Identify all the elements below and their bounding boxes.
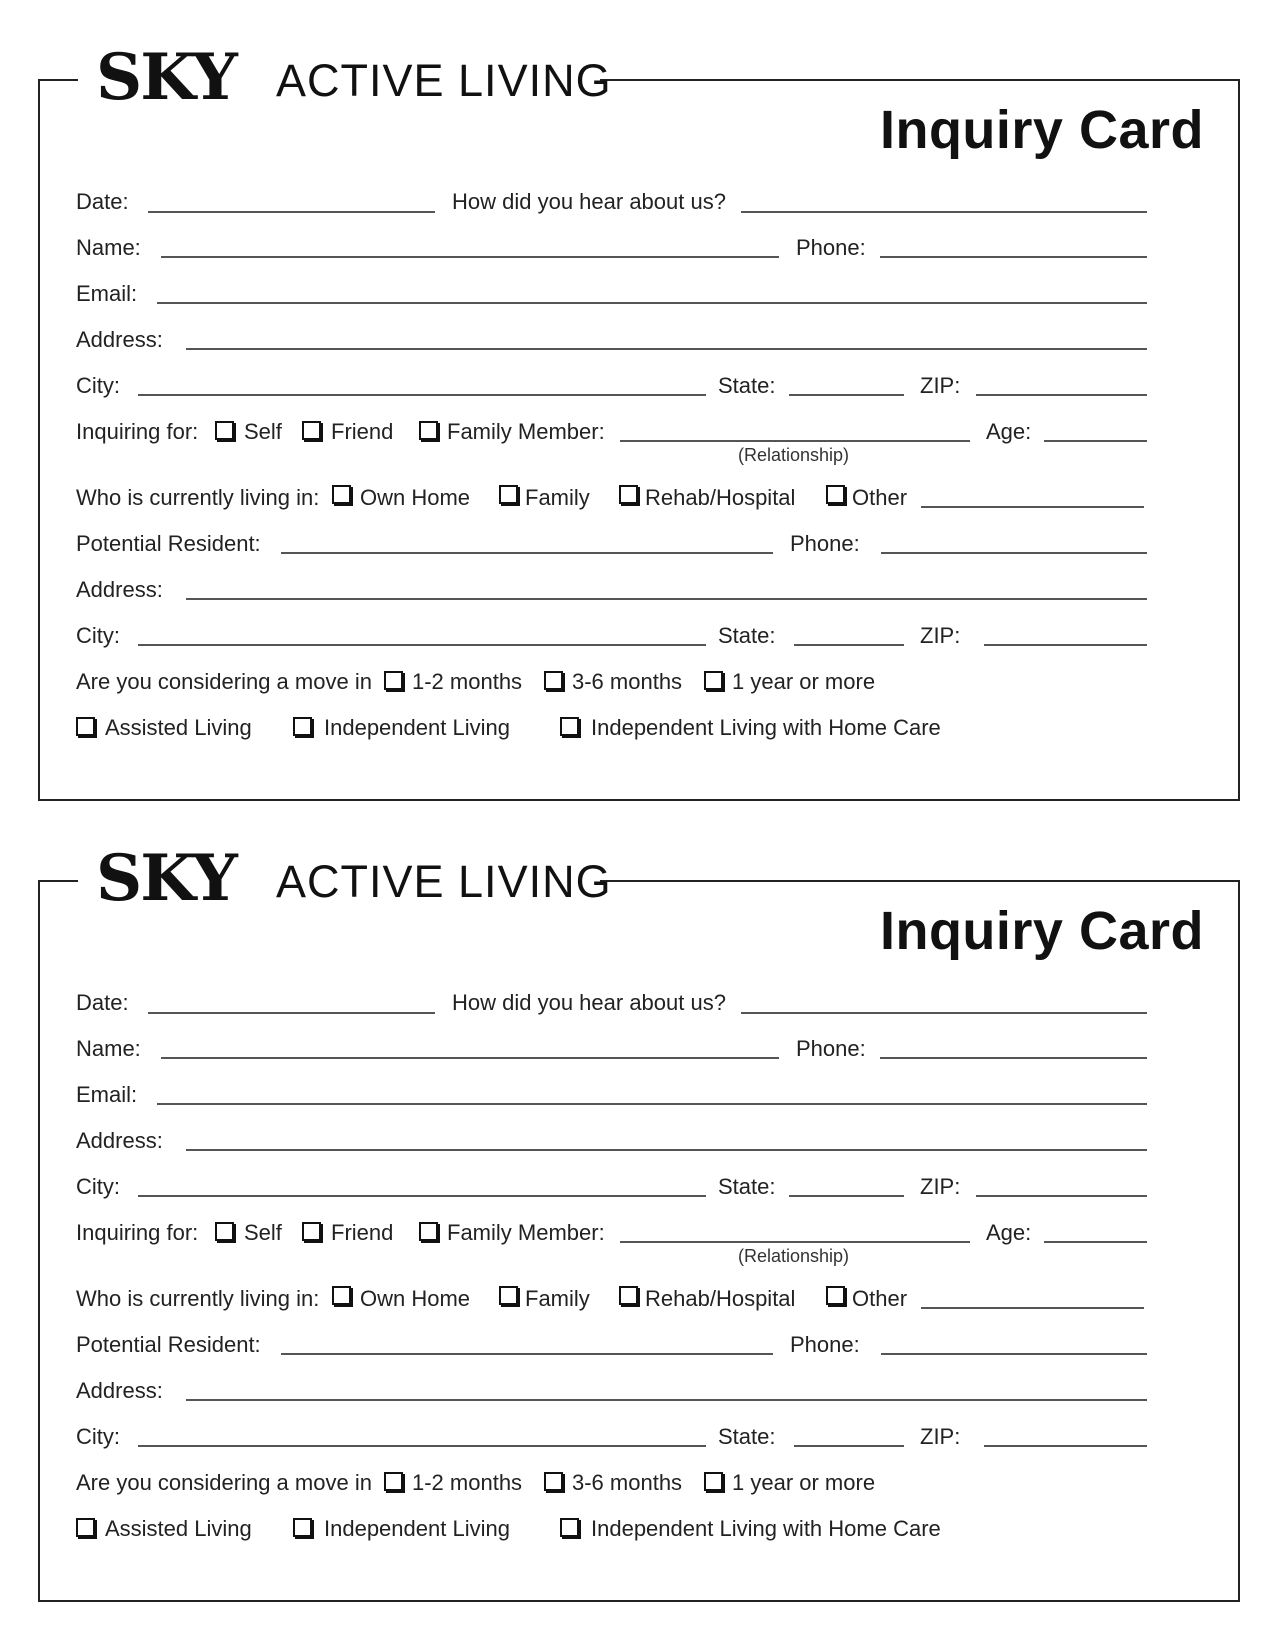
resident-zip-line[interactable] bbox=[984, 1445, 1147, 1447]
resident-state-label: State: bbox=[718, 623, 776, 648]
address-label: Address: bbox=[76, 1128, 163, 1153]
resident-city-line[interactable] bbox=[138, 644, 706, 646]
resident-address-label: Address: bbox=[76, 1378, 163, 1403]
relationship-line[interactable] bbox=[620, 1241, 970, 1243]
card-title: Inquiry Card bbox=[879, 100, 1204, 160]
own-home-option-label: Own Home bbox=[360, 485, 471, 510]
other-checkbox[interactable] bbox=[826, 485, 845, 504]
move-1-2-months-label: 1-2 months bbox=[412, 1470, 523, 1495]
zip-label: ZIP: bbox=[920, 1174, 961, 1199]
resident-state-line[interactable] bbox=[794, 1445, 904, 1447]
self-option-label: Self bbox=[244, 1220, 282, 1245]
move-3-6-months-label: 3-6 months bbox=[572, 1470, 683, 1495]
resident-city-line[interactable] bbox=[138, 1445, 706, 1447]
hear-about-label: How did you hear about us? bbox=[452, 990, 726, 1015]
independent-living-label: Independent Living bbox=[324, 715, 510, 740]
rehab-option-label: Rehab/Hospital bbox=[645, 485, 796, 510]
resident-zip-label: ZIP: bbox=[920, 623, 961, 648]
date-label: Date: bbox=[76, 189, 129, 214]
age-line[interactable] bbox=[1044, 440, 1147, 442]
own-home-checkbox[interactable] bbox=[332, 1286, 351, 1305]
inquiring-for-label: Inquiring for: bbox=[76, 419, 199, 444]
potential-resident-line[interactable] bbox=[281, 1353, 773, 1355]
move-timeframe-label: Are you considering a move in bbox=[76, 1470, 372, 1495]
self-option-label: Self bbox=[244, 419, 282, 444]
move-1-2-months-checkbox[interactable] bbox=[384, 671, 403, 690]
move-1-year-checkbox[interactable] bbox=[704, 671, 723, 690]
family-checkbox[interactable] bbox=[499, 1286, 518, 1305]
age-label: Age: bbox=[986, 419, 1032, 444]
rehab-option-label: Rehab/Hospital bbox=[645, 1286, 796, 1311]
hear-about-label: How did you hear about us? bbox=[452, 189, 726, 214]
resident-phone-line[interactable] bbox=[881, 552, 1147, 554]
move-3-6-months-label: 3-6 months bbox=[572, 669, 683, 694]
email-label: Email: bbox=[76, 281, 138, 306]
date-label: Date: bbox=[76, 990, 129, 1015]
phone-label: Phone: bbox=[796, 235, 866, 260]
inquiring-for-label: Inquiring for: bbox=[76, 1220, 199, 1245]
living-in-label: Who is currently living in: bbox=[76, 485, 320, 510]
age-label: Age: bbox=[986, 1220, 1032, 1245]
own-home-option-label: Own Home bbox=[360, 1286, 471, 1311]
family-member-label: Family Member: bbox=[447, 419, 605, 444]
name-label: Name: bbox=[76, 235, 141, 260]
family-member-checkbox[interactable] bbox=[419, 421, 438, 440]
date-line[interactable] bbox=[148, 1012, 435, 1014]
date-line[interactable] bbox=[148, 211, 435, 213]
state-label: State: bbox=[718, 1174, 776, 1199]
state-line[interactable] bbox=[789, 394, 904, 396]
zip-line[interactable] bbox=[976, 1195, 1147, 1197]
independent-home-care-label: Independent Living with Home Care bbox=[591, 1516, 941, 1541]
resident-phone-label: Phone: bbox=[790, 1332, 860, 1357]
assisted-living-checkbox[interactable] bbox=[76, 717, 95, 736]
living-in-label: Who is currently living in: bbox=[76, 1286, 320, 1311]
name-line[interactable] bbox=[161, 1057, 779, 1059]
friend-checkbox[interactable] bbox=[302, 1222, 321, 1241]
logo bbox=[78, 33, 612, 123]
own-home-checkbox[interactable] bbox=[332, 485, 351, 504]
phone-line[interactable] bbox=[880, 1057, 1147, 1059]
email-line[interactable] bbox=[157, 302, 1147, 304]
family-member-checkbox[interactable] bbox=[419, 1222, 438, 1241]
independent-living-checkbox[interactable] bbox=[293, 1518, 312, 1537]
move-3-6-months-checkbox[interactable] bbox=[544, 1472, 563, 1491]
relationship-caption: (Relationship) bbox=[738, 445, 850, 465]
hear-line[interactable] bbox=[741, 1012, 1147, 1014]
other-option-label: Other bbox=[852, 485, 908, 510]
relationship-line[interactable] bbox=[620, 440, 970, 442]
independent-home-care-checkbox[interactable] bbox=[560, 717, 579, 736]
logo-active-living-text: ACTIVE LIVING bbox=[276, 856, 612, 907]
state-label: State: bbox=[718, 373, 776, 398]
phone-label: Phone: bbox=[796, 1036, 866, 1061]
inquiry-card-2 bbox=[38, 841, 1240, 1602]
move-1-year-label: 1 year or more bbox=[732, 669, 876, 694]
phone-line[interactable] bbox=[880, 256, 1147, 258]
zip-label: ZIP: bbox=[920, 373, 961, 398]
resident-city-label: City: bbox=[76, 623, 120, 648]
resident-zip-line[interactable] bbox=[984, 644, 1147, 646]
name-label: Name: bbox=[76, 1036, 141, 1061]
logo-sky-wordmark: SKY bbox=[96, 40, 236, 115]
resident-state-label: State: bbox=[718, 1424, 776, 1449]
other-checkbox[interactable] bbox=[826, 1286, 845, 1305]
family-checkbox[interactable] bbox=[499, 485, 518, 504]
resident-phone-line[interactable] bbox=[881, 1353, 1147, 1355]
card-title: Inquiry Card bbox=[879, 901, 1204, 961]
friend-option-label: Friend bbox=[331, 1220, 394, 1245]
resident-phone-label: Phone: bbox=[790, 531, 860, 556]
resident-state-line[interactable] bbox=[794, 644, 904, 646]
rehab-checkbox[interactable] bbox=[619, 485, 638, 504]
email-label: Email: bbox=[76, 1082, 138, 1107]
email-line[interactable] bbox=[157, 1103, 1147, 1105]
move-1-year-checkbox[interactable] bbox=[704, 1472, 723, 1491]
other-line[interactable] bbox=[921, 506, 1144, 508]
potential-resident-label: Potential Resident: bbox=[76, 1332, 261, 1357]
zip-line[interactable] bbox=[976, 394, 1147, 396]
hear-line[interactable] bbox=[741, 211, 1147, 213]
logo-active-living-text: ACTIVE LIVING bbox=[276, 55, 612, 106]
move-3-6-months-checkbox[interactable] bbox=[544, 671, 563, 690]
move-timeframe-label: Are you considering a move in bbox=[76, 669, 372, 694]
inquiry-card-1 bbox=[38, 40, 1240, 801]
potential-resident-label: Potential Resident: bbox=[76, 531, 261, 556]
name-line[interactable] bbox=[161, 256, 779, 258]
city-line[interactable] bbox=[138, 394, 706, 396]
independent-living-checkbox[interactable] bbox=[293, 717, 312, 736]
assisted-living-label: Assisted Living bbox=[105, 715, 252, 740]
independent-living-label: Independent Living bbox=[324, 1516, 510, 1541]
city-line[interactable] bbox=[138, 1195, 706, 1197]
address-label: Address: bbox=[76, 327, 163, 352]
resident-city-label: City: bbox=[76, 1424, 120, 1449]
friend-option-label: Friend bbox=[331, 419, 394, 444]
move-1-2-months-label: 1-2 months bbox=[412, 669, 523, 694]
address-line[interactable] bbox=[186, 348, 1147, 350]
relationship-caption: (Relationship) bbox=[738, 1246, 850, 1266]
resident-address-label: Address: bbox=[76, 577, 163, 602]
city-label: City: bbox=[76, 373, 120, 398]
move-1-2-months-checkbox[interactable] bbox=[384, 1472, 403, 1491]
other-option-label: Other bbox=[852, 1286, 908, 1311]
logo bbox=[78, 834, 612, 924]
family-option-label: Family bbox=[525, 1286, 590, 1311]
assisted-living-checkbox[interactable] bbox=[76, 1518, 95, 1537]
age-line[interactable] bbox=[1044, 1241, 1147, 1243]
friend-checkbox[interactable] bbox=[302, 421, 321, 440]
other-line[interactable] bbox=[921, 1307, 1144, 1309]
city-label: City: bbox=[76, 1174, 120, 1199]
logo-sky-wordmark: SKY bbox=[96, 841, 236, 916]
independent-home-care-checkbox[interactable] bbox=[560, 1518, 579, 1537]
self-checkbox[interactable] bbox=[215, 1222, 234, 1241]
independent-home-care-label: Independent Living with Home Care bbox=[591, 715, 941, 740]
state-line[interactable] bbox=[789, 1195, 904, 1197]
assisted-living-label: Assisted Living bbox=[105, 1516, 252, 1541]
family-member-label: Family Member: bbox=[447, 1220, 605, 1245]
move-1-year-label: 1 year or more bbox=[732, 1470, 876, 1495]
resident-address-line[interactable] bbox=[186, 598, 1147, 600]
address-line[interactable] bbox=[186, 1149, 1147, 1151]
rehab-checkbox[interactable] bbox=[619, 1286, 638, 1305]
potential-resident-line[interactable] bbox=[281, 552, 773, 554]
family-option-label: Family bbox=[525, 485, 590, 510]
self-checkbox[interactable] bbox=[215, 421, 234, 440]
resident-address-line[interactable] bbox=[186, 1399, 1147, 1401]
resident-zip-label: ZIP: bbox=[920, 1424, 961, 1449]
